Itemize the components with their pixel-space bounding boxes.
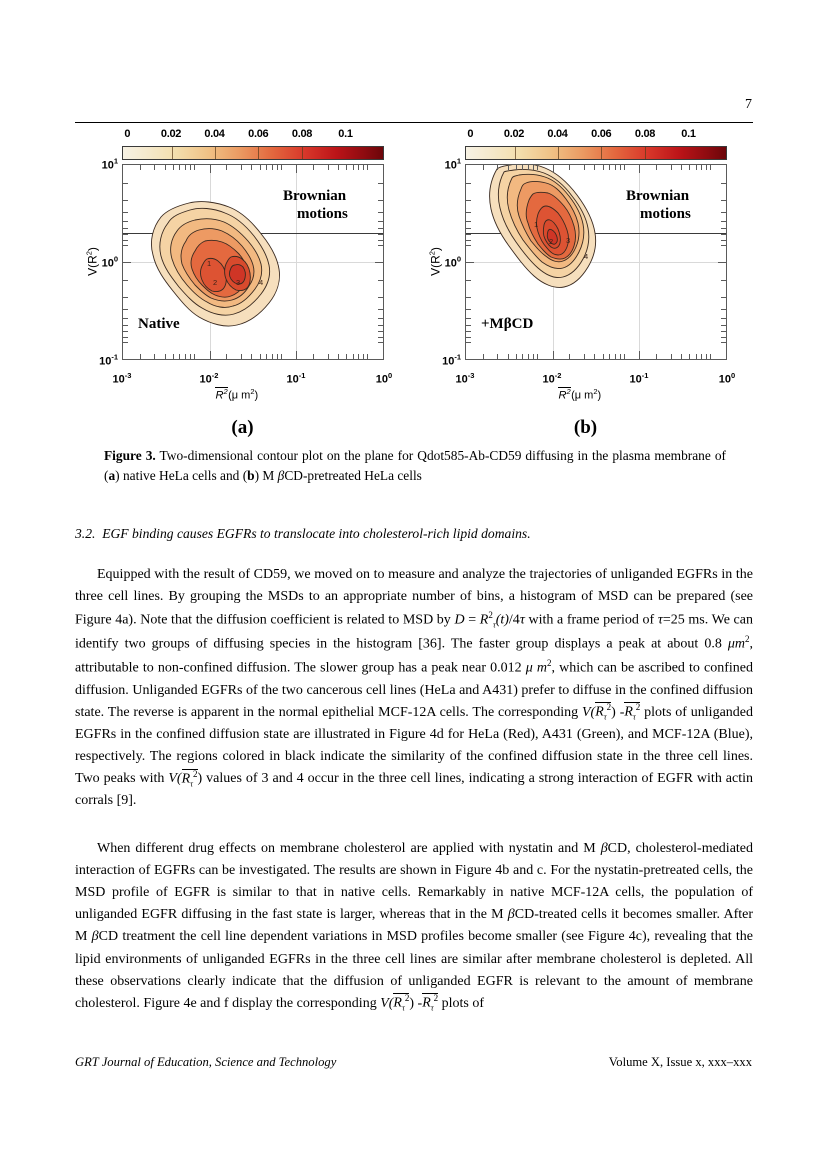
y-tick-label-a-10e0: $10^0$ [101,254,118,270]
figure-caption-ref-a: a [108,468,116,484]
y-tick-label-a-10e1: $10^1$ [101,156,118,172]
x-axis-title-a: $R^2(\mu$ $m^2$) [215,387,259,402]
y-tick-label-b-10e-1: $10^{-1}$ [442,352,461,368]
p2-tau-sub-1: τ [401,1003,405,1013]
contour-peak-label: 3 [566,236,571,245]
figure-caption-beta: β [277,468,285,484]
p2-beta-1: β [600,841,608,856]
contour-peak-label: 4 [259,278,264,287]
brownian-line1: Brownian [283,188,347,204]
brownian-line2: motions [297,206,348,223]
colorbar-tick-label: 0.04 [547,128,568,140]
p1-R-1: R [595,704,604,720]
p2-seg5: CD treatment the cell line dependent variations in MSD profiles become smaller (see Figure 4c), revealing that the lipid environments of unliganded EGFRs in the three cell lines are similar after membrane cholesterol is depleted. All these observations clearly indicate that the diffusion of unliganded EGFR is relevant to the amount of membrane cholesterol. Figure 4e and f display the corresponding [75,929,753,1011]
p2-sq-2: 2 [433,993,439,1004]
p2-close-minus: ) - [409,995,423,1011]
p1-sq-3: 2 [193,768,198,779]
p1-Rtau-bar-3 [182,769,198,788]
p2-beta-3: β [91,929,99,945]
p2-R-1: R [393,995,402,1011]
p2-Rtau-bar-1 [393,993,409,1012]
x-tick-label-a-10e-2: $10^{-2}$ [199,371,219,386]
contour-peak-label: 1 [534,220,539,229]
p2-seg3: CD, cholesterol-mediated interaction of EGFRs can be investigated. The results are shown in Figure 4b and c. For the nystatin-pretreated cells, the MSD profile of EGFR is similar to that in native cells. Remarkably in native MCF-12A cells, the population of unliganded EGFR diffusing in the fast state is larger, whereas that in the M [75,841,754,923]
p1-sub-tau: τ [492,620,496,630]
y-tick-label-a-10e-1: $10^{-1}$ [99,352,118,368]
footer-journal-name: GRT Journal of Education, Science and Technology [75,1055,337,1069]
p1-V-open-2: V( [168,771,182,787]
contour-peak-label: 2 [213,278,218,287]
plot-area-b [465,164,727,360]
x-tick-label-b-10e0: $10^0$ [718,371,736,386]
p2-seg6: plots of [438,995,485,1011]
p1-unit-um: μm [727,636,745,652]
p1-unit-um2: μ m [525,660,547,676]
p1-of-t: (t) [495,612,509,628]
p1-tau-1: τ [519,612,525,628]
p1-seg10: with a frame period of [524,612,658,628]
figure-caption-label: Figure 3. [104,448,156,463]
p2-Rtau-bar-2 [422,993,438,1012]
figure-caption [104,446,726,486]
contour-peak-label: 3 [236,278,241,287]
colorbar-tick-label: 0.04 [204,128,225,140]
colorbar-b [465,146,727,160]
brownian-motions-label-b [626,187,691,224]
p1-paren-close: ) [197,771,203,787]
brownian-line1: Brownian [626,188,690,204]
y-tick-label-b-10e1: $10^1$ [444,156,461,172]
y-tick-label-b-10e0: $10^0$ [444,254,461,270]
contour-peak-label: 1 [207,259,212,268]
p1-tau-sub-3: τ [190,779,194,789]
p1-R-2: R [624,704,633,720]
p1-sq-1: 2 [606,702,612,713]
plot-area-a [122,164,384,360]
p2-tau-sub-2: τ [430,1003,434,1013]
condition-label-b: +MβCD [481,316,534,332]
p1-var-R: R [479,612,489,628]
section-title: EGF binding causes EGFRs to translocate into cholesterol-rich lipid domains. [102,526,531,541]
footer-volume-info: Volume X, Issue x, xxx–xxx [608,1055,752,1069]
p1-Rtau-bar-1 [595,702,611,721]
p1-eq-equals: = [464,612,480,628]
p2-V-open: V( [380,995,394,1011]
colorbar-tick-label: 0 [124,128,131,140]
figure-3 [75,128,753,438]
p2-R-2: R [422,995,431,1011]
x-axis-title-b: $R^2(\mu$ $m^2$) [558,387,602,402]
colorbar-tick-label: 0.06 [248,128,269,140]
p1-V-open: V( [582,704,596,720]
colorbar-tick-label: 0.08 [634,128,656,140]
p1-seg25: values of 3 and 4 occur in the three cell lines, indicating a strong interaction of EGFR with actin corrals [9]. [75,771,753,809]
panel-tag-b: (b) [573,417,598,438]
colorbar-tick-label: 0.06 [591,128,612,140]
header-rule [75,122,753,123]
x-tick-label-a-10e-1: $10^{-1}$ [286,371,306,386]
brownian-line2: motions [640,206,691,223]
colorbar-tick-label: 0.02 [160,128,182,140]
p1-seg1: Equipped with the result of CD59, we moved on to measure and analyze the trajectories of unliganded EGFRs in the three cell lines. By grouping the MSDs to an appropriate number of bins, a histogram of MSD can be prepared (see Figure 4a). Note that the diffusion coefficient is related to MSD by [75,567,753,628]
colorbar-a [122,146,384,160]
p1-seg24: plots of unliganded EGFRs in the confined diffusion state are illustrated in Figure 4d for HeLa (Red), A431 (Green), and MCF-12A (Blue), respectively. The regions colored in black indicate the similarity of the confined diffusion state in the three cell lines. Two peaks with [75,704,754,787]
colorbar-tick-label: 0 [467,128,474,140]
brownian-motions-label-a [283,187,348,224]
x-tick-label-b-10e-3: $10^{-3}$ [455,371,475,386]
colorbar-labels-b [465,128,727,146]
page-number: 7 [745,97,752,112]
figure-caption-ref-b: b [247,468,255,484]
p1-sup-2: 2 [488,610,493,621]
p1-seg18: , which can be ascribed to confined diffusion. Unliganded EGFRs of the two cancerous cell lines (HeLa and A431) prefer to diffuse in the confined diffusion state. The reverse is apparent in the normal epithelial MCF-12A cells. The corresponding [75,660,753,720]
colorbar-tick-label: 0.02 [503,128,525,140]
condition-label-a: Native [138,316,180,332]
p1-unit-um2-sup: 2 [547,658,552,669]
p1-close-minus: ) - [611,704,625,720]
figure-panel-a [75,128,410,438]
section-number: 3.2. [75,526,96,541]
figure-caption-part2: ) native HeLa cells and ( [115,468,248,484]
p2-sq-1: 2 [404,993,410,1004]
x-tick-label-a-10e0: $10^0$ [375,371,393,386]
p1-over-4: /4 [508,612,520,628]
x-tick-label-a-10e-3: $10^{-3}$ [112,371,132,386]
section-heading [75,526,753,542]
p1-tau-sub-2: τ [632,712,636,722]
p1-R-3: R [181,771,191,787]
p1-unit-um-sup: 2 [745,634,750,645]
p1-seg15: , attributable to non-confined diffusion. The slower group has a peak near 0.012 [75,636,753,676]
p1-sq-2: 2 [635,702,641,713]
p2-seg1: When different drug effects on membrane cholesterol are applied with nystatin and M [97,841,601,856]
panel-tag-a: (a) [231,417,254,438]
y-axis-title-a: $V(R^2)$ [84,247,100,276]
x-tick-label-b-10e-2: $10^{-2}$ [542,371,562,386]
x-tick-label-b-10e-1: $10^{-1}$ [629,371,649,386]
colorbar-tick-label: 0.1 [338,128,353,140]
y-axis-title-b: $V(R^2)$ [427,247,443,276]
figure-caption-part4: CD-pretreated HeLa cells [284,468,422,484]
body-paragraph-2 [75,838,753,1015]
contour-peak-label: 4 [584,252,589,261]
colorbar-labels-a [122,128,384,146]
p2-beta-2: β [507,907,515,923]
p1-seg12: =25 ms. We can identify two groups of diffusing species in the histogram [36]. The faster group displays a peak at about 0.8 [75,612,753,652]
figure-panel-b [418,128,753,438]
figure-caption-part1: Two-dimensional contour plot on the plane for Qdot585-Ab-CD59 diffusing in the plasma membrane of ( [104,448,726,484]
body-paragraph-1 [75,564,753,812]
contour-peak-label: 2 [549,237,554,246]
p1-tau-2: τ [657,612,663,628]
p1-tau-sub-1: τ [603,712,607,722]
colorbar-tick-label: 0.08 [291,128,313,140]
colorbar-tick-label: 0.1 [681,128,696,140]
p1-Rtau-bar-2 [624,702,640,721]
figure-caption-part3: ) M [254,468,278,484]
p1-var-D: D [454,612,465,628]
p2-seg4: CD-treated cells it becomes smaller. After M [75,907,753,945]
